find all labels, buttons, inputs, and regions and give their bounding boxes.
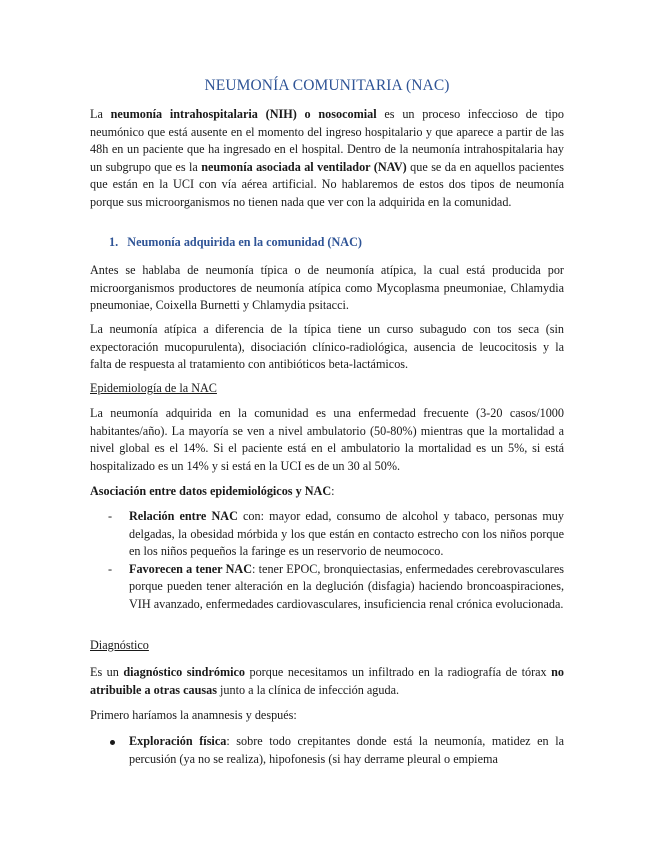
- list-item: - Favorecen a tener NAC: tener EPOC, bronquiectasias, enfermedades cerebrovasculares porque pueden tener alteración en la deglución (disfagia) haciendo broncoaspiraciones, VIH avanzado, enfermedades cardiovasculares, insuficiencia renal crónica evolucionada.: [108, 561, 565, 611]
- bullet-icon: [110, 740, 115, 745]
- paragraph-neumonia-atipica: La neumonía atípica a diferencia de la típica tiene un curso subagudo con tos seca (sin expectoración mucopurulenta), disociación clínico-radiológica, ausencia de leucocitosis y la falta de respuesta al tratamiento con antibióticos beta-lactámicos.: [90, 322, 564, 372]
- paragraph-neumonia-tipica: Antes se hablaba de neumonía típica o de neumonía atípica, la cual está producida por microorganismos productores de neumonía atípica como Mycoplasma pneumoniae, Chlamydia pneumoniae, Coixella Burnetti y Chlamydia psitacci.: [90, 263, 564, 313]
- heading-diagnostico: Diagnóstico: [90, 638, 149, 652]
- heading-epidemiologia: Epidemiología de la NAC: [90, 381, 217, 395]
- paragraph-epidemiologia: La neumonía adquirida en la comunidad es una enfermedad frecuente (3-20 casos/1000 habitantes/año). La mayoría se ven a nivel ambulatorio (50-80%) mientras que la mortalidad a nivel global es el 14%. Si el paciente está en el ambulatorio la mortalidad es un 5%, si está hospitalizado es un 14% y si está en la UCI es de un 30 al 50%.: [90, 406, 564, 473]
- list-item: Exploración física: sobre todo crepitantes donde está la neumonía, matidez en la percusión (ya no se realiza), hipofonesis (si hay derrame pleural o empiema: [90, 733, 564, 768]
- list-item: - Relación entre NAC con: mayor edad, consumo de alcohol y tabaco, personas muy delgadas, la obesidad mórbida y los que están en contacto estrecho con los niños porque en los niños pequeños la faringe es un reservorio de neumococo.: [108, 509, 564, 559]
- heading-asociacion: Asociación entre datos epidemiológicos y NAC:: [90, 484, 335, 498]
- term-nav: neumonía asociada al ventilador (NAV): [201, 159, 407, 174]
- section-heading-nac: 1. Neumonía adquirida en la comunidad (NAC): [109, 235, 362, 249]
- paragraph-primero: Primero haríamos la anamnesis y después:: [90, 708, 297, 722]
- paragraph-diagnostico: Es un diagnóstico sindrómico porque necesitamos un infiltrado en la radiografía de tórax no atribuible a otras causas junto a la clínica de infección aguda.: [90, 665, 565, 697]
- diagnostico-list: [90, 733, 564, 768]
- asociacion-list: [90, 508, 564, 614]
- term-nih: neumonía intrahospitalaria (NIH) o nosocomial: [110, 107, 377, 121]
- page-title: NEUMONÍA COMUNITARIA (NAC): [204, 77, 450, 94]
- intro-paragraph: La neumonía intrahospitalaria (NIH) o nosocomial es un proceso infeccioso de tipo neumónico que está ausente en el momento del ingreso hospitalario y que aparece a partir de las 48h en un paciente que ha ingresado en el hospital. Dentro de la neumonía intrahospitalaria hay un subgrupo que es la neumonía asociada al ventilador (NAV) que se da en aquellos pacientes que están en la UCI con vía aérea artificial. No hablaremos de estos dos tipos de neumonía porque sus microorganismos no tienen nada que ver con la adquirida en la comunidad.: [90, 107, 564, 209]
